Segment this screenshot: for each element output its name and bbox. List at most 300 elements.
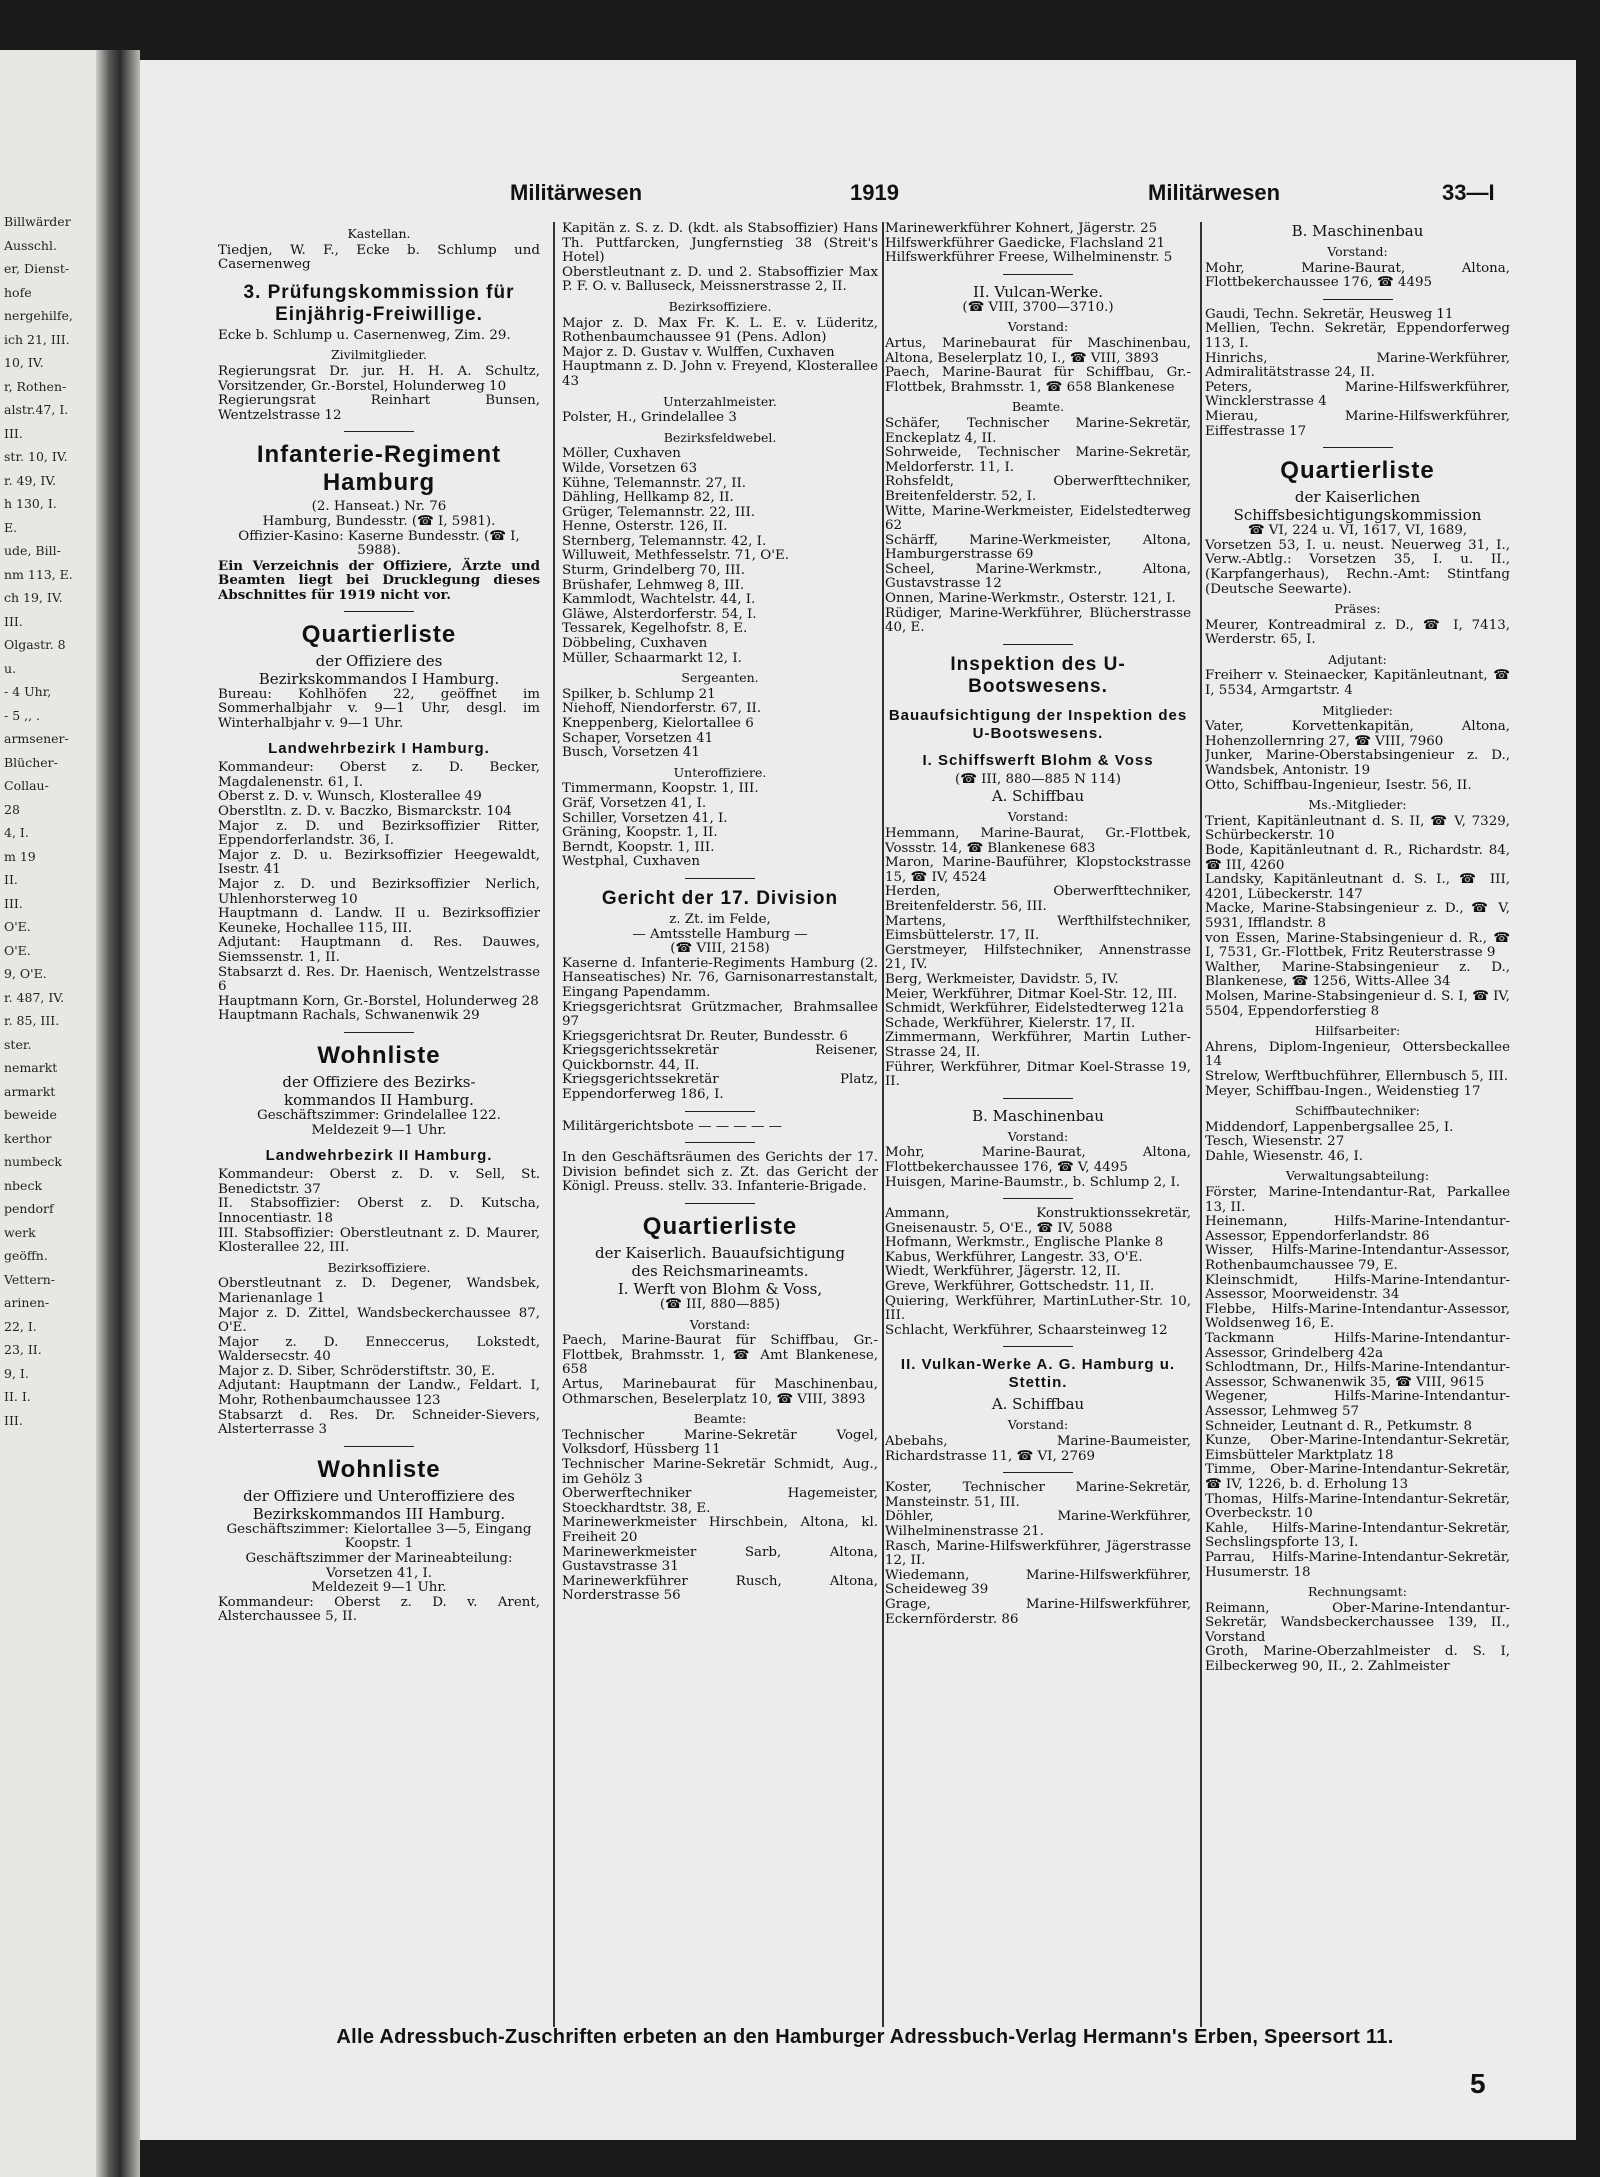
entry: Willuweit, Methfesselstr. 71, O'E. bbox=[562, 548, 789, 564]
previous-page-fragment: Billwärder bbox=[4, 214, 71, 229]
previous-page-fragment: r. 49, IV. bbox=[4, 472, 57, 488]
entry: des Reichsmarineamts. bbox=[631, 1262, 809, 1281]
section-title: Inspektion des U-Bootswesens. bbox=[950, 653, 1126, 697]
subsection-heading: Ms.-Mitglieder: bbox=[1308, 797, 1407, 813]
book-gutter bbox=[96, 50, 140, 2177]
column-rule bbox=[553, 222, 555, 2027]
entry: Kleinschmidt, Hilfs-Marine-Intendantur-Assessor, Moorweidenstr. 34 bbox=[1205, 1272, 1510, 1303]
entry: Hauptmann Rachals, Schwanenwik 29 bbox=[218, 1008, 480, 1024]
entry: Vorsetzen 53, I. u. neust. Neuerweg 31, I., Verw.-Abtlg.: Vorsetzen 35, I. u. II., (Karpfangerhaus), Rechn.-Amt: Stintfang (Deutsche Seewarte). bbox=[1205, 537, 1510, 597]
entry: Peters, Marine-Hilfswerkführer, Wincklerstrasse 4 bbox=[1205, 379, 1510, 410]
entry: Major z. D. Zittel, Wandsbeckerchaussee 87, O'E. bbox=[218, 1305, 540, 1336]
entry: Dähling, Hellkamp 82, II. bbox=[562, 490, 734, 506]
entry: Oberwerftechniker Hagemeister, Stoeckhardtstr. 38, E. bbox=[562, 1486, 878, 1516]
previous-page-fragment: 4, I. bbox=[4, 825, 29, 840]
entry: Oberstleutnant z. D. und 2. Stabsoffizier Max P. F. O. v. Balluseck, Meissnerstrasse 2, II. bbox=[562, 264, 878, 295]
entry: B. Maschinenbau bbox=[972, 1106, 1104, 1125]
entry: Kriegsgerichtsrat Grützmacher, Brahmsallee 97 bbox=[562, 999, 878, 1030]
entry: Trient, Kapitänleutnant d. S. II, ☎ V, 7329, Schürbeckerstr. 10 bbox=[1205, 813, 1510, 844]
entry: Meyer, Schiffbau-Ingen., Weidenstieg 17 bbox=[1205, 1083, 1481, 1099]
subsection-heading: Rechnungsamt: bbox=[1308, 1584, 1407, 1600]
section-title: Wohnliste bbox=[317, 1455, 441, 1483]
subsection-heading: Vorstand: bbox=[689, 1316, 751, 1332]
section-divider bbox=[685, 1203, 755, 1204]
subsection-heading: Adjutant: bbox=[1328, 651, 1387, 667]
entry: Kühne, Telemannstr. 27, II. bbox=[562, 475, 747, 491]
entry: Thomas, Hilfs-Marine-Intendantur-Sekretär, Overbeckstr. 10 bbox=[1205, 1491, 1510, 1522]
entry: Gläwe, Alsterdorferstr. 54, I. bbox=[562, 606, 757, 622]
section-title: Infanterie-Regiment Hamburg bbox=[256, 441, 502, 497]
entry: A. Schiffbau bbox=[991, 787, 1085, 806]
entry: Ecke b. Schlump u. Casernenweg, Zim. 29. bbox=[218, 327, 511, 343]
section-divider bbox=[1003, 274, 1073, 275]
section-divider bbox=[685, 878, 755, 879]
previous-page-fragment: nbeck bbox=[4, 1177, 43, 1193]
entry: Gräf, Vorsetzen 41, I. bbox=[562, 795, 707, 811]
entry: Zimmermann, Werkführer, Martin Luther-Strasse 24, II. bbox=[885, 1030, 1191, 1060]
entry: Martens, Werfthilfstechniker, Eimsbüttelerstr. 17, II. bbox=[885, 913, 1191, 944]
entry: Rohsfeldt, Oberwerfttechniker, Breitenfelderstr. 52, I. bbox=[885, 474, 1191, 504]
subsection-heading: Vorstand: bbox=[1007, 809, 1069, 825]
entry: Schlodtmann, Dr., Hilfs-Marine-Intendantur-Assessor, Schwanenwik 35, ☎ VIII, 9615 bbox=[1205, 1360, 1510, 1390]
entry: Ein Verzeichnis der Offiziere, Ärzte und Beamten liegt bei Drucklegung dieses Abschnittes für 1919 nicht vor. bbox=[218, 557, 540, 603]
entry: (☎ III, 880—885 N 114) bbox=[954, 771, 1122, 787]
subsection-heading: Bezirksfeldwebel. bbox=[663, 429, 777, 445]
section-title: 3. Prüfungskommission für Einjährig-Freiwillige. bbox=[243, 281, 515, 325]
previous-page-fragment: r, Rothen- bbox=[4, 378, 67, 394]
column-3 bbox=[885, 222, 1191, 2027]
entry: Brüshafer, Lehmweg 8, III. bbox=[562, 577, 745, 593]
previous-page-fragment: 23, II. bbox=[4, 1342, 42, 1357]
entry: Greve, Werkführer, Gottschedstr. 11, II. bbox=[885, 1279, 1155, 1295]
entry: Kaserne d. Infanterie-Regiments Hamburg (2. Hanseatisches) Nr. 76, Garnisonarrestanstalt, Eingang Papendamm. bbox=[562, 955, 878, 1000]
entry: kommandos II Hamburg. bbox=[284, 1090, 474, 1109]
previous-page-fragment: u. bbox=[4, 660, 17, 676]
entry: Schneider, Leutnant d. R., Petkumstr. 8 bbox=[1205, 1418, 1473, 1434]
subsection-heading: Präses: bbox=[1334, 601, 1381, 617]
entry: Technischer Marine-Sekretär Vogel, Volksdorf, Hüssberg 11 bbox=[562, 1427, 878, 1458]
entry: Wilde, Vorsetzen 63 bbox=[562, 460, 698, 476]
previous-page-fragment: alstr.47, I. bbox=[4, 402, 69, 417]
subsection-heading: Unterzahlmeister. bbox=[663, 393, 777, 409]
section-divider bbox=[1323, 447, 1393, 448]
section-title: II. Vulkan-Werke A. G. Hamburg u. Stettin. bbox=[900, 1356, 1176, 1392]
entry: Henne, Osterstr. 126, II. bbox=[562, 519, 728, 535]
entry: Schärff, Marine-Werkmeister, Altona, Hamburgerstrasse 69 bbox=[885, 532, 1191, 563]
section-divider bbox=[1003, 1098, 1073, 1099]
previous-page-fragment: III. bbox=[4, 895, 23, 911]
entry: Bezirkskommandos III Hamburg. bbox=[252, 1504, 506, 1523]
entry: Möller, Cuxhaven bbox=[562, 446, 681, 462]
entry: Kapitän z. S. z. D. (kdt. als Stabsoffizier) Hans Th. Puttfarcken, Jungfernstieg 38 (Streit's Hotel) bbox=[562, 222, 878, 266]
subsection-heading: Vorstand: bbox=[1007, 1417, 1069, 1433]
entry: Polster, H., Grindelallee 3 bbox=[562, 410, 737, 426]
previous-page-fragment: ude, Bill- bbox=[4, 543, 61, 558]
previous-page-fragment: O'E. bbox=[4, 942, 31, 958]
entry: Kammlodt, Wachtelstr. 44, I. bbox=[562, 592, 756, 608]
entry: Wiedemann, Marine-Hilfswerkführer, Scheideweg 39 bbox=[885, 1567, 1191, 1598]
entry: Spilker, b. Schlump 21 bbox=[562, 686, 716, 702]
entry: Kriegsgerichtssekretär Reisener, Quickbornstr. 44, II. bbox=[562, 1043, 878, 1073]
entry: Timmermann, Koopstr. 1, III. bbox=[562, 781, 759, 797]
entry: Kneppenberg, Kielortallee 6 bbox=[562, 716, 754, 731]
entry: Scheel, Marine-Werkmstr., Altona, Gustavstrasse 12 bbox=[885, 561, 1191, 592]
entry: Berndt, Koopstr. 1, III. bbox=[562, 839, 715, 855]
previous-page-fragment: Blücher- bbox=[4, 754, 58, 770]
section-divider bbox=[1003, 1346, 1073, 1347]
previous-page-fragment: O'E. bbox=[4, 919, 31, 934]
entry: Heinemann, Hilfs-Marine-Intendantur-Assessor, Eppendorferlandstr. 86 bbox=[1205, 1214, 1510, 1244]
previous-page-fragment: 28 bbox=[4, 801, 20, 817]
entry: Tackmann Hilfs-Marine-Intendantur-Assessor, Grindelberg 42a bbox=[1205, 1331, 1510, 1361]
subsection-heading: Schiffbautechniker: bbox=[1295, 1103, 1420, 1119]
entry: Kahle, Hilfs-Marine-Intendantur-Sekretär, Sechslingspforte 13, I. bbox=[1205, 1520, 1510, 1551]
header-year: 1919 bbox=[850, 180, 899, 205]
column-4 bbox=[1205, 222, 1510, 2027]
entry: Ahrens, Diplom-Ingenieur, Ottersbeckallee 14 bbox=[1205, 1039, 1510, 1070]
column-rule bbox=[1200, 222, 1202, 2027]
entry: Artus, Marinebaurat für Maschinenbau, Othmarschen, Beselerplatz 10, ☎ VIII, 3893 bbox=[562, 1377, 878, 1407]
entry: Gerstmeyer, Hilfstechniker, Annenstrasse 21, IV. bbox=[885, 942, 1191, 973]
section-divider bbox=[344, 1032, 414, 1033]
entry: Döbbeling, Cuxhaven bbox=[562, 636, 708, 652]
entry: Marinewerkführer Kohnert, Jägerstr. 25 bbox=[885, 222, 1158, 236]
previous-page-fragment: r. 487, IV. bbox=[4, 989, 65, 1005]
entry: Bezirkskommandos I Hamburg. bbox=[258, 669, 500, 688]
subsection-heading: Kastellan. bbox=[347, 226, 411, 241]
entry: der Offiziere des Bezirks- bbox=[282, 1072, 476, 1091]
entry: Major z. D. und Bezirksoffizier Nerlich, Uhlenhorsterweg 10 bbox=[218, 877, 540, 907]
subsection-heading: Unteroffiziere. bbox=[673, 764, 767, 780]
previous-page-fragment: str. 10, IV. bbox=[4, 449, 68, 464]
entry: Adjutant: Hauptmann d. Res. Dauwes, Siemssenstr. 1, II. bbox=[218, 935, 540, 965]
previous-page-text bbox=[0, 210, 73, 1432]
section-title: Wohnliste bbox=[317, 1041, 441, 1069]
entry: Hauptmann z. D. John v. Freyend, Klosterallee 43 bbox=[562, 359, 878, 389]
entry: Oberstleutnant z. D. Degener, Wandsbek, Marienanlage 1 bbox=[218, 1276, 540, 1306]
entry: In den Geschäftsräumen des Gerichts der 17. Division befindet sich z. Zt. das Gericht der Königl. Preuss. stellv. 33. Infanterie-Brigade. bbox=[562, 1150, 878, 1195]
previous-page-fragment: er, Dienst- bbox=[4, 261, 70, 276]
previous-page-fragment: hofe bbox=[4, 284, 32, 300]
section-divider bbox=[344, 1446, 414, 1447]
previous-page-fragment: Vettern- bbox=[4, 1271, 55, 1287]
entry: (☎ VIII, 2158) bbox=[670, 941, 770, 957]
entry: A. Schiffbau bbox=[991, 1395, 1085, 1414]
entry: II. Vulcan-Werke. bbox=[973, 282, 1103, 301]
section-title: Quartierliste bbox=[1280, 457, 1435, 485]
previous-page-fragment: Collau- bbox=[4, 778, 49, 793]
previous-page-fragment: 22, I. bbox=[4, 1318, 37, 1334]
entry: Macke, Marine-Stabsingenieur z. D., ☎ V, 5931, Ifflandstr. 8 bbox=[1205, 901, 1510, 931]
previous-page-fragment: nemarkt bbox=[4, 1060, 58, 1075]
entry: Kunze, Ober-Marine-Intendantur-Sekretär, Eimsbütteler Marktplatz 18 bbox=[1205, 1433, 1510, 1463]
entry: Mohr, Marine-Baurat, Altona, Flottbekerchaussee 176, ☎ 4495 bbox=[1205, 260, 1510, 291]
entry: Timme, Ober-Marine-Intendantur-Sekretär, ☎ IV, 1226, b. d. Erholung 13 bbox=[1205, 1462, 1510, 1492]
previous-page-fragment: ster. bbox=[4, 1036, 32, 1052]
previous-page-fragment: r. 85, III. bbox=[4, 1013, 60, 1028]
entry: Abebahs, Marine-Baumeister, Richardstrasse 11, ☎ VI, 2769 bbox=[885, 1434, 1191, 1464]
entry: Kommandeur: Oberst z. D. Becker, Magdalenenstr. 61, I. bbox=[218, 760, 540, 790]
entry: Mellien, Techn. Sekretär, Eppendorferweg 113, I. bbox=[1205, 321, 1510, 351]
entry: Bode, Kapitänleutnant d. R., Richardstr. 84, ☎ III, 4260 bbox=[1205, 843, 1510, 873]
entry: Reimann, Ober-Marine-Intendantur-Sekretär, Wandsbeckerchaussee 139, II., Vorstand bbox=[1205, 1600, 1510, 1645]
previous-page-fragment: E. bbox=[4, 519, 18, 535]
previous-page-fragment: II. I. bbox=[4, 1389, 31, 1404]
subsection-heading: Zivilmitglieder. bbox=[331, 347, 427, 363]
section-divider bbox=[344, 431, 414, 432]
entry: von Essen, Marine-Stabsingenieur d. R., ☎ I, 7531, Gr.-Flottbek, Fritz Reuterstrasse 9 bbox=[1205, 930, 1510, 961]
entry: Major z. D. Enneccerus, Lokstedt, Waldersecstr. 40 bbox=[218, 1334, 540, 1365]
previous-page-fragment: nm 113, E. bbox=[4, 566, 73, 582]
entry: Landsky, Kapitänleutnant d. S. I., ☎ III, 4201, Lübeckerstr. 147 bbox=[1205, 872, 1510, 902]
entry: ☎ VI, 224 u. VI, 1617, VI, 1689, bbox=[1247, 523, 1468, 539]
entry: — Amtsstelle Hamburg — bbox=[632, 926, 808, 942]
entry: Stabsarzt d. Res. Dr. Schneider-Sievers, Alsterterrasse 3 bbox=[218, 1407, 540, 1438]
previous-page-fragment: 10, IV. bbox=[4, 355, 44, 370]
entry: Major z. D. Siber, Schröderstiftstr. 30, E. bbox=[218, 1363, 496, 1379]
previous-page-fragment: m 19 bbox=[4, 848, 36, 864]
entry: Meldezeit 9—1 Uhr. bbox=[311, 1122, 447, 1138]
entry: Dahle, Wiesenstr. 46, I. bbox=[1205, 1148, 1364, 1164]
entry: Gaudi, Techn. Sekretär, Heusweg 11 bbox=[1205, 306, 1454, 322]
entry: Kriegsgerichtsrat Dr. Reuter, Bundesstr. 6 bbox=[562, 1028, 848, 1044]
header-right: Militärwesen bbox=[1148, 180, 1281, 205]
publisher-footer: Alle Adressbuch-Zuschriften erbeten an den Hamburger Adressbuch-Verlag Hermann's Erben, Speersort 11. bbox=[336, 2026, 1394, 2048]
entry: Förster, Marine-Intendantur-Rat, Parkallee 13, II. bbox=[1205, 1185, 1510, 1215]
previous-page-fragment: ich 21, III. bbox=[4, 331, 70, 347]
entry: Hemmann, Marine-Baurat, Gr.-Flottbek, Vossstr. 14, ☎ Blankenese 683 bbox=[885, 826, 1191, 856]
entry: Onnen, Marine-Werkmstr., Osterstr. 121, I. bbox=[885, 591, 1176, 607]
entry: Hilfswerkführer Gaedicke, Flachsland 21 bbox=[885, 235, 1165, 251]
entry: Rasch, Marine-Hilfswerkführer, Jägerstrasse 12, II. bbox=[885, 1538, 1191, 1569]
previous-page-fragment: numbeck bbox=[4, 1154, 62, 1169]
previous-page-fragment: Olgastr. 8 bbox=[4, 637, 66, 652]
subsection-heading: Vorstand: bbox=[1007, 319, 1069, 335]
entry: Sohrweide, Technischer Marine-Sekretär, Meldorferstr. 11, I. bbox=[885, 445, 1191, 475]
entry: Hauptmann d. Landw. II u. Bezirksoffizier Keuneke, Hochallee 115, III. bbox=[218, 906, 540, 936]
entry: Flebbe, Hilfs-Marine-Intendantur-Assessor, Woldsenweg 16, E. bbox=[1205, 1301, 1510, 1332]
subsection-heading: Beamte. bbox=[1011, 399, 1065, 415]
entry: der Offiziere des bbox=[315, 651, 443, 670]
entry: Offizier-Kasino: Kaserne Bundesstr. (☎ I, 5988). bbox=[238, 528, 520, 559]
entry: Hauptmann Korn, Gr.-Borstel, Holunderweg 28 bbox=[218, 993, 539, 1009]
previous-page-fragment: 9, O'E. bbox=[4, 966, 47, 981]
running-header bbox=[160, 180, 1510, 210]
previous-page-fragment: armarkt bbox=[4, 1083, 56, 1099]
entry: Döhler, Marine-Werkführer, Wilhelminenstrasse 21. bbox=[885, 1509, 1191, 1539]
entry: Kommandeur: Oberst z. D. v. Arent, Alsterchaussee 5, II. bbox=[218, 1594, 540, 1625]
entry: Vater, Korvettenkapitän, Altona, Hohenzollernring 27, ☎ VIII, 7960 bbox=[1205, 719, 1510, 749]
entry: Oberst z. D. v. Wunsch, Klosterallee 49 bbox=[218, 789, 482, 805]
entry: Geschäftszimmer: Grindelallee 122. bbox=[257, 1107, 501, 1123]
entry: Adjutant: Hauptmann der Landw., Feldart. I, Mohr, Rothenbaumchaussee 123 bbox=[218, 1378, 540, 1409]
entry: (☎ VIII, 3700—3710.) bbox=[962, 299, 1114, 315]
entry: Schlacht, Werkführer, Schaarsteinweg 12 bbox=[885, 1322, 1168, 1338]
subsection-heading: Sergeanten. bbox=[681, 670, 759, 686]
subsection-heading: Bezirksoffiziere. bbox=[668, 298, 772, 314]
subsection-heading: Vorstand: bbox=[1007, 1128, 1069, 1144]
section-divider bbox=[344, 611, 414, 612]
previous-page-fragment: 9, I. bbox=[4, 1365, 29, 1381]
entry: Marinewerkführer Rusch, Altona, Norderstrasse 56 bbox=[562, 1573, 878, 1604]
entry: Middendorf, Lappenbergsallee 25, I. bbox=[1205, 1119, 1454, 1135]
previous-page-fragment: h 130, I. bbox=[4, 496, 57, 511]
entry: Technischer Marine-Sekretär Schmidt, Aug., im Gehölz 3 bbox=[562, 1456, 878, 1487]
entry: Regierungsrat Dr. jur. H. H. A. Schultz, Vorsitzender, Gr.-Borstel, Holunderweg 10 bbox=[218, 363, 540, 394]
entry: Koster, Technischer Marine-Sekretär, Mansteinstr. 51, III. bbox=[885, 1480, 1191, 1510]
entry: B. Maschinenbau bbox=[1291, 222, 1424, 240]
entry: Major z. D. Gustav v. Wulffen, Cuxhaven bbox=[562, 344, 835, 360]
column-1 bbox=[218, 222, 540, 2027]
entry: Sturm, Grindelberg 70, III. bbox=[562, 563, 745, 579]
section-title: I. Schiffswerft Blohm & Voss bbox=[922, 751, 1154, 769]
section-title: Bauaufsichtigung der Inspektion des U-Bootswesens. bbox=[888, 706, 1188, 742]
previous-page-fragment: nergehilfe, bbox=[4, 308, 73, 323]
entry: Wiedt, Werkführer, Jägerstr. 12, II. bbox=[885, 1264, 1121, 1280]
entry: Walther, Marine-Stabsingenieur z. D., Blankenese, ☎ 1256, Witts-Allee 34 bbox=[1205, 959, 1510, 990]
section-divider bbox=[1003, 1472, 1073, 1473]
entry: Geschäftszimmer der Marineabteilung: Vorsetzen 41, I. bbox=[245, 1551, 513, 1581]
entry: Molsen, Marine-Stabsingenieur d. S. I, ☎ IV, 5504, Eppendorferstieg 8 bbox=[1205, 988, 1510, 1019]
entry: Meurer, Kontreadmiral z. D., ☎ I, 7413, Werderstr. 65, I. bbox=[1205, 617, 1510, 648]
entry: II. Stabsoffizier: Oberst z. D. Kutscha, Innocentiastr. 18 bbox=[218, 1196, 540, 1226]
column-2 bbox=[562, 222, 878, 2027]
entry: Tiedjen, W. F., Ecke b. Schlump und Casernenweg bbox=[218, 242, 540, 273]
entry: Tessarek, Kegelhofstr. 8, E. bbox=[562, 621, 748, 637]
entry: Marinewerkmeister Hirschbein, Altona, kl. Freiheit 20 bbox=[562, 1515, 878, 1545]
entry: Müller, Schaarmarkt 12, I. bbox=[562, 650, 742, 666]
section-title: Quartierliste bbox=[301, 620, 457, 648]
entry: Stabsarzt d. Res. Dr. Haenisch, Wentzelstrasse 6 bbox=[218, 964, 540, 995]
entry: der Kaiserlichen bbox=[1294, 488, 1421, 507]
entry: (☎ III, 880—885) bbox=[659, 1297, 781, 1313]
section-divider bbox=[1003, 1198, 1073, 1199]
previous-page-fragment: III. bbox=[4, 613, 23, 629]
section-divider bbox=[685, 1111, 755, 1112]
previous-page-fragment: pendorf bbox=[4, 1201, 54, 1216]
entry: Bureau: Kohlhöfen 22, geöffnet im Sommerhalbjahr v. 9—1 Uhr, desgl. im Winterhalbjahr v. 9—1 Uhr. bbox=[218, 686, 540, 731]
previous-page-fragment: arinen- bbox=[4, 1295, 50, 1310]
subsection-heading: Bezirksoffiziere. bbox=[327, 1259, 431, 1275]
entry: Major z. D. und Bezirksoffizier Ritter, Eppendorferlandstr. 36, I. bbox=[218, 818, 540, 849]
header-left: Militärwesen bbox=[510, 180, 643, 205]
entry: Schiller, Vorsetzen 41, I. bbox=[562, 810, 728, 826]
entry: Otto, Schiffbau-Ingenieur, Isestr. 56, II. bbox=[1205, 777, 1472, 793]
entry: Parrau, Hilfs-Marine-Intendantur-Sekretär, Husumerstr. 18 bbox=[1205, 1549, 1510, 1580]
entry: Schmidt, Werkführer, Eidelstedterweg 121a bbox=[885, 1001, 1184, 1017]
entry: Gräning, Koopstr. 1, II. bbox=[562, 825, 718, 841]
entry: Wegener, Hilfs-Marine-Intendantur-Assessor, Lehmweg 57 bbox=[1205, 1389, 1510, 1419]
entry: Tesch, Wiesenstr. 27 bbox=[1205, 1134, 1345, 1150]
entry: Sternberg, Telemannstr. 42, I. bbox=[562, 533, 767, 549]
entry: Grage, Marine-Hilfswerkführer, Eckernförderstr. 86 bbox=[885, 1596, 1191, 1627]
previous-page-fragment: III. bbox=[4, 425, 23, 441]
previous-page-fragment: beweide bbox=[4, 1107, 57, 1122]
entry: Quiering, Werkführer, MartinLuther-Str. 10, III. bbox=[885, 1293, 1191, 1324]
entry: Kommandeur: Oberst z. D. v. Sell, St. Benedictstr. 37 bbox=[218, 1167, 540, 1197]
entry: Witte, Marine-Werkmeister, Eidelstedterweg 62 bbox=[885, 503, 1191, 534]
section-divider bbox=[1003, 644, 1073, 645]
column-rule bbox=[882, 222, 884, 2027]
entry: Schäfer, Technischer Marine-Sekretär, Enckeplatz 4, II. bbox=[885, 415, 1191, 446]
entry: Oberstltn. z. D. v. Baczko, Bismarckstr. 104 bbox=[218, 804, 512, 820]
section-title: Landwehrbezirk I Hamburg. bbox=[268, 740, 490, 758]
entry: Groth, Marine-Oberzahlmeister d. S. I, Eilbeckerweg 90, II., 2. Zahlmeister bbox=[1205, 1644, 1510, 1675]
entry: Hilfswerkführer Freese, Wilhelminenstr. 5 bbox=[885, 250, 1173, 266]
subsection-heading: Beamte: bbox=[693, 1411, 747, 1427]
entry: Ammann, Konstruktionssekretär, Gneisenaustr. 5, O'E., ☎ IV, 5088 bbox=[885, 1206, 1191, 1236]
entry: Artus, Marinebaurat für Maschinenbau, Altona, Beselerplatz 10, I., ☎ VIII, 3893 bbox=[885, 335, 1191, 366]
entry: Major z. D. Max Fr. K. L. E. v. Lüderitz, Rothenbaumchaussee 91 (Pens. Adlon) bbox=[562, 315, 878, 346]
entry: Hamburg, Bundesstr. (☎ I, 5981). bbox=[262, 513, 496, 529]
section-divider bbox=[685, 1142, 755, 1143]
entry: der Kaiserlich. Bauaufsichtigung bbox=[595, 1244, 845, 1263]
entry: Hinrichs, Marine-Werkführer, Admiralitätstrasse 24, II. bbox=[1205, 350, 1510, 381]
entry: Freiherr v. Steinaecker, Kapitänleutnant, ☎ I, 5534, Armgartstr. 4 bbox=[1205, 668, 1510, 699]
entry: Hofmann, Werkmstr., Englische Planke 8 bbox=[885, 1235, 1164, 1251]
entry: (2. Hanseat.) Nr. 76 bbox=[311, 499, 447, 515]
section-title: Gericht der 17. Division bbox=[601, 887, 839, 909]
entry: Grüger, Telemannstr. 22, III. bbox=[562, 504, 755, 520]
previous-page-fragment: Ausschl. bbox=[4, 237, 57, 253]
header-page: 33—I bbox=[1442, 180, 1495, 205]
entry: Mohr, Marine-Baurat, Altona, Flottbekerchaussee 176, ☎ V, 4495 bbox=[885, 1145, 1191, 1175]
section-divider bbox=[1323, 299, 1393, 300]
previous-page-fragment: III. bbox=[4, 1412, 23, 1428]
previous-page-fragment: werk bbox=[4, 1224, 36, 1240]
entry: Maron, Marine-Bauführer, Klopstockstrasse 15, ☎ IV, 4524 bbox=[885, 855, 1191, 885]
entry: Busch, Vorsetzen 41 bbox=[562, 745, 700, 761]
entry: Geschäftszimmer: Kielortallee 3—5, Eingang Koopstr. 1 bbox=[226, 1521, 532, 1552]
entry: III. Stabsoffizier: Oberstleutnant z. D. Maurer, Klosterallee 22, III. bbox=[218, 1225, 540, 1256]
entry: Junker, Marine-Oberstabsingenieur z. D., Wandsbek, Antonistr. 19 bbox=[1205, 748, 1510, 779]
entry: Westphal, Cuxhaven bbox=[562, 854, 700, 870]
entry: z. Zt. im Felde, bbox=[669, 911, 771, 927]
entry: Paech, Marine-Baurat für Schiffbau, Gr.-Flottbek, Brahmsstr. 1, ☎ 658 Blankenese bbox=[885, 365, 1191, 395]
entry: Regierungsrat Reinhart Bunsen, Wentzelstrasse 12 bbox=[218, 393, 540, 423]
subsection-heading: Vorstand: bbox=[1327, 244, 1388, 259]
previous-page-fragment: kerthor bbox=[4, 1130, 52, 1146]
section-title: Landwehrbezirk II Hamburg. bbox=[265, 1147, 493, 1165]
entry: der Offiziere und Unteroffiziere des bbox=[243, 1486, 515, 1505]
subsection-heading: Mitglieder: bbox=[1322, 702, 1393, 718]
entry: Berg, Werkmeister, Davidstr. 5, IV. bbox=[885, 971, 1119, 987]
entry: I. Werft von Blohm & Voss, bbox=[617, 1280, 823, 1299]
entry: Kriegsgerichtssekretär Platz, Eppendorferweg 186, I. bbox=[562, 1072, 878, 1103]
entry: Huisgen, Marine-Baumstr., b. Schlump 2, I. bbox=[885, 1174, 1181, 1190]
entry: Paech, Marine-Baurat für Schiffbau, Gr.-Flottbek, Brahmsstr. 1, ☎ Amt Blankenese, 658 bbox=[562, 1333, 878, 1378]
entry: Kabus, Werkführer, Langestr. 33, O'E. bbox=[885, 1249, 1143, 1265]
entry: Wisser, Hilfs-Marine-Intendantur-Assessor, Rothenbaumchaussee 79, E. bbox=[1205, 1243, 1510, 1274]
previous-page-fragment: ch 19, IV. bbox=[4, 590, 63, 605]
entry: Schiffsbesichtigungskommission bbox=[1233, 506, 1482, 525]
section-title: Quartierliste bbox=[642, 1213, 798, 1241]
previous-page-fragment: armsener- bbox=[4, 731, 69, 746]
entry: Meldezeit 9—1 Uhr. bbox=[311, 1580, 447, 1596]
entry: Schade, Werkführer, Kielerstr. 17, II. bbox=[885, 1015, 1136, 1031]
entry: Strelow, Werftbuchführer, Ellernbusch 5, III. bbox=[1205, 1068, 1509, 1084]
previous-page-fragment: - 4 Uhr, bbox=[4, 684, 52, 699]
previous-page-fragment: geöffn. bbox=[4, 1248, 48, 1263]
entry: Militärgerichtsbote — — — — — bbox=[562, 1118, 783, 1134]
subsection-heading: Verwaltungsabteilung: bbox=[1285, 1168, 1430, 1184]
entry: Führer, Werkführer, Ditmar Koel-Strasse 19, II. bbox=[885, 1059, 1191, 1090]
entry: Marinewerkmeister Sarb, Altona, Gustavstrasse 31 bbox=[562, 1544, 878, 1575]
entry: Herden, Oberwerfttechniker, Breitenfelderstr. 56, III. bbox=[885, 884, 1191, 914]
entry: Major z. D. u. Bezirksoffizier Heegewaldt, Isestr. 41 bbox=[218, 847, 540, 878]
entry: Schaper, Vorsetzen 41 bbox=[562, 730, 714, 746]
previous-page-fragment: - 5 ,, . bbox=[4, 707, 41, 723]
